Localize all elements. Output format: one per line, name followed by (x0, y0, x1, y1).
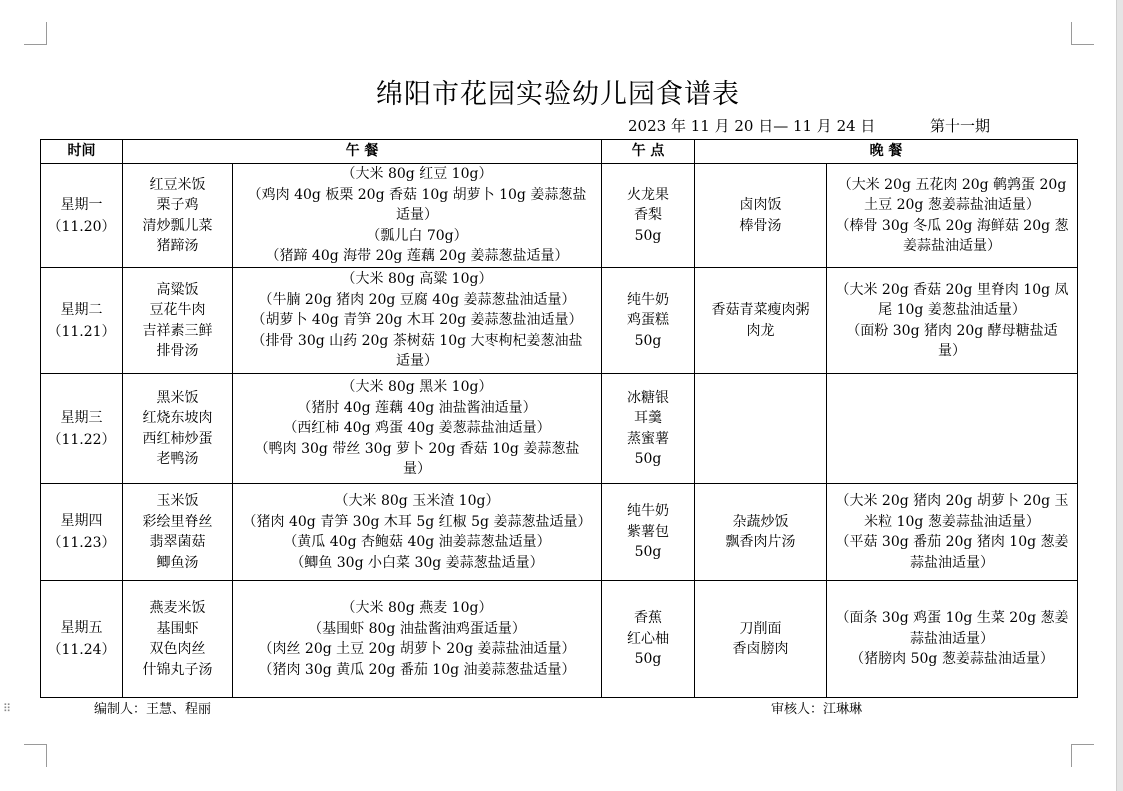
dinner-dish: 杂蔬炒饭 (732, 513, 789, 530)
lunch-ingredient-line: （排骨 30g 山药 20g 茶树菇 10g 大枣枸杞姜葱油盐 (251, 332, 583, 349)
menu-table (40, 139, 1078, 698)
dinner-ingredient-line: 土豆 20g 葱姜蒜盐油适量） (864, 197, 1040, 213)
weekday-label: 星期五 (60, 620, 103, 636)
lunch-ingredients-cell (233, 268, 602, 374)
day-cell (41, 268, 123, 374)
lunch-ingredients-cell (233, 484, 602, 581)
lunch-ingredient-line: 量） (403, 461, 431, 478)
lunch-dish: 彩绘里脊丝 (142, 513, 213, 530)
menu-row (41, 484, 1078, 581)
date-label: （11.22） (47, 431, 116, 448)
dinner-dishes-cell (695, 374, 827, 484)
dinner-dish: 肉龙 (746, 322, 775, 339)
lunch-ingredient-line: （猪蹄 40g 海带 20g 莲藕 20g 姜蒜葱盐适量） (265, 248, 569, 265)
lunch-ingredient-line: （猪肉 40g 青笋 30g 木耳 5g 红椒 5g 姜蒜葱盐适量） (242, 513, 592, 530)
menu-row (41, 581, 1078, 698)
lunch-dish: 什锦丸子汤 (142, 661, 213, 678)
header-lunch: 午 餐 (123, 140, 602, 164)
date-label: （11.23） (47, 535, 116, 551)
dinner-ingredients-cell (827, 268, 1078, 374)
lunch-dish: 红豆米饭 (149, 176, 206, 193)
page-corner-mark-top-right (1071, 22, 1094, 45)
day-cell (41, 484, 123, 581)
lunch-ingredient-line: （猪肘 40g 莲藕 40g 油盐酱油适量） (297, 399, 537, 416)
dinner-dish: 香菇青菜瘦肉粥 (711, 302, 810, 318)
lunch-dish: 吉祥素三鲜 (142, 322, 213, 339)
date-range: 2023 年 11 月 20 日— 11 月 24 日 (628, 117, 876, 135)
snack-cell (602, 581, 695, 698)
lunch-dish: 豆花牛肉 (149, 302, 206, 318)
lunch-ingredient-line: （肉丝 20g 土豆 20g 胡萝卜 20g 姜蒜盐油适量） (258, 641, 576, 657)
lunch-ingredient-line: （鸭肉 30g 带丝 30g 萝卜 20g 香菇 10g 姜蒜葱盐 (254, 440, 580, 457)
lunch-dishes-cell (123, 581, 233, 698)
date-label: （11.24） (47, 642, 116, 658)
snack-item: 冰糖银 (627, 389, 669, 406)
snack-item: 纯牛奶 (627, 291, 669, 308)
dinner-ingredient-line: （棒骨 30g 冬瓜 20g 海鲜菇 20g 葱 (835, 217, 1069, 234)
dinner-dish: 棒骨汤 (739, 217, 782, 234)
date-label: （11.20） (47, 218, 116, 235)
dinner-ingredient-line: （猪膀肉 50g 葱姜蒜盐油适量） (850, 651, 1054, 668)
snack-item: 耳羹 (634, 410, 662, 426)
lunch-ingredients-cell (233, 374, 602, 484)
period-label: 第十一期 (930, 117, 991, 135)
snack-item: 香蕉 (634, 610, 662, 627)
snack-item: 紫薯包 (627, 523, 669, 540)
snack-item: 红心柚 (627, 630, 669, 647)
lunch-ingredient-line: （大米 80g 黑米 10g） (341, 379, 493, 396)
lunch-ingredients-cell (233, 581, 602, 698)
page-corner-mark-bottom-right (1071, 744, 1094, 767)
lunch-dish: 西红柿炒蛋 (142, 430, 213, 447)
lunch-ingredient-line: （基围虾 80g 油盐酱油鸡蛋适量） (308, 620, 526, 637)
lunch-dishes-cell (123, 374, 233, 484)
weekday-label: 星期二 (60, 301, 103, 318)
dinner-ingredients-cell (827, 484, 1078, 581)
header-snack: 午 点 (602, 140, 695, 164)
lunch-dish: 高粱饭 (156, 281, 199, 298)
lunch-ingredient-line: （大米 80g 燕麦 10g） (341, 600, 493, 616)
snack-cell (602, 268, 695, 374)
dinner-ingredient-line: 米粒 10g 葱姜蒜盐油适量） (864, 513, 1040, 530)
lunch-ingredient-line: （瓢儿白 70g） (366, 227, 468, 244)
compiler-label: 编制人：王慧、程丽 (94, 702, 212, 717)
lunch-ingredient-line: （大米 80g 红豆 10g） (341, 166, 493, 183)
snack-item: 50g (634, 544, 662, 561)
lunch-dish: 黑米饭 (156, 389, 199, 406)
lunch-ingredient-line: 适量） (396, 353, 438, 370)
lunch-ingredients-cell (233, 164, 602, 268)
lunch-dish: 玉米饭 (156, 493, 199, 509)
lunch-ingredient-line: （大米 80g 玉米渣 10g） (334, 493, 500, 509)
lunch-ingredient-line: （西红柿 40g 鸡蛋 40g 姜葱蒜盐油适量） (283, 420, 551, 437)
page-edge-strip (1116, 0, 1123, 791)
lunch-dish: 双色肉丝 (149, 641, 206, 657)
lunch-ingredient-line: （大米 80g 高粱 10g） (341, 271, 493, 288)
lunch-dish: 清炒瓢儿菜 (142, 217, 213, 234)
header-time: 时间 (41, 140, 123, 164)
lunch-ingredient-line: （猪肉 30g 黄瓜 20g 番茄 10g 油姜蒜葱盐适量） (258, 661, 576, 678)
lunch-dish: 燕麦米饭 (149, 600, 206, 616)
snack-cell (602, 374, 695, 484)
lunch-dishes-cell (123, 268, 233, 374)
dinner-dishes-cell (695, 268, 827, 374)
weekday-label: 星期四 (60, 513, 103, 529)
page-corner-mark-bottom-left (24, 744, 47, 767)
dinner-dish: 卤肉饭 (739, 197, 782, 213)
reviewer-label: 审核人：江琳琳 (771, 702, 863, 717)
day-cell (41, 164, 123, 268)
lunch-ingredient-line: （牛腩 20g 猪肉 20g 豆腐 40g 姜蒜葱盐油适量） (258, 291, 576, 308)
weekday-label: 星期三 (60, 409, 103, 426)
snack-item: 纯牛奶 (627, 503, 669, 520)
document-title: 绵阳市花园实验幼儿园食谱表 (376, 79, 740, 110)
snack-item: 50g (634, 451, 662, 467)
dinner-ingredient-line: （大米 20g 香菇 20g 里脊肉 10g 凤 (835, 281, 1069, 298)
snack-item: 火龙果 (627, 186, 669, 203)
dinner-ingredients-cell (827, 581, 1078, 698)
dinner-ingredients-cell (827, 164, 1078, 268)
lunch-dishes-cell (123, 484, 233, 581)
menu-row (41, 268, 1078, 374)
lunch-ingredient-line: 适量） (396, 207, 438, 224)
dinner-ingredient-line: 量） (938, 343, 966, 359)
dinner-ingredient-line: （大米 20g 五花肉 20g 鹌鹑蛋 20g (837, 176, 1067, 193)
snack-item: 鸡蛋糕 (627, 312, 669, 329)
lunch-dish: 猪蹄汤 (156, 238, 199, 254)
snack-item: 香梨 (634, 207, 662, 224)
dinner-ingredient-line: 尾 10g 姜葱盐油适量） (878, 302, 1026, 318)
lunch-dish: 鲫鱼汤 (156, 554, 199, 571)
dinner-dish: 飘香肉片汤 (725, 534, 796, 550)
drag-handle-icon[interactable]: ⠿ (3, 702, 12, 715)
header-row (41, 140, 1078, 164)
header-dinner: 晚 餐 (695, 140, 1078, 164)
dinner-ingredient-line: （面条 30g 鸡蛋 10g 生菜 20g 葱姜 (835, 610, 1069, 627)
lunch-dish: 排骨汤 (156, 343, 199, 359)
page-corner-mark-top-left (24, 22, 47, 45)
snack-cell (602, 164, 695, 268)
lunch-dish: 红烧东坡肉 (142, 410, 213, 426)
snack-item: 50g (634, 227, 662, 244)
lunch-dish: 基围虾 (156, 620, 199, 637)
dinner-dishes-cell (695, 484, 827, 581)
dinner-ingredient-line: 蒜盐油适量） (910, 554, 994, 571)
dinner-ingredient-line: 姜蒜盐油适量） (903, 238, 1001, 254)
lunch-ingredient-line: （胡萝卜 40g 青笋 20g 木耳 20g 姜蒜葱盐油适量） (251, 312, 583, 329)
dinner-ingredients-cell (827, 374, 1078, 484)
lunch-ingredient-line: （黄瓜 40g 杏鲍菇 40g 油姜蒜葱盐适量） (283, 534, 551, 550)
menu-row (41, 374, 1078, 484)
snack-cell (602, 484, 695, 581)
dinner-dishes-cell (695, 581, 827, 698)
lunch-ingredient-line: （鲫鱼 30g 小白菜 30g 姜蒜葱盐适量） (290, 554, 544, 571)
snack-item: 蒸蜜薯 (627, 430, 669, 447)
snack-item: 50g (634, 332, 662, 349)
menu-row (41, 164, 1078, 268)
lunch-dish: 翡翠菌菇 (149, 534, 206, 550)
lunch-dish: 老鸭汤 (156, 451, 199, 467)
snack-item: 50g (634, 651, 662, 668)
dinner-ingredient-line: （平菇 30g 番茄 20g 猪肉 10g 葱姜 (835, 534, 1069, 550)
day-cell (41, 581, 123, 698)
day-cell (41, 374, 123, 484)
weekday-label: 星期一 (60, 196, 103, 213)
dinner-ingredient-line: （大米 20g 猪肉 20g 胡萝卜 20g 玉 (835, 493, 1069, 509)
lunch-ingredient-line: （鸡肉 40g 板栗 20g 香菇 10g 胡萝卜 10g 姜蒜葱盐 (247, 186, 587, 203)
lunch-dishes-cell (123, 164, 233, 268)
dinner-dish: 香卤膀肉 (732, 641, 789, 657)
dinner-ingredient-line: （面粉 30g 猪肉 20g 酵母糖盐适 (846, 322, 1058, 339)
dinner-dishes-cell (695, 164, 827, 268)
dinner-dish: 刀削面 (739, 620, 782, 637)
dinner-ingredient-line: 蒜盐油适量） (910, 630, 994, 647)
lunch-dish: 栗子鸡 (156, 197, 199, 213)
date-label: （11.21） (47, 323, 116, 340)
